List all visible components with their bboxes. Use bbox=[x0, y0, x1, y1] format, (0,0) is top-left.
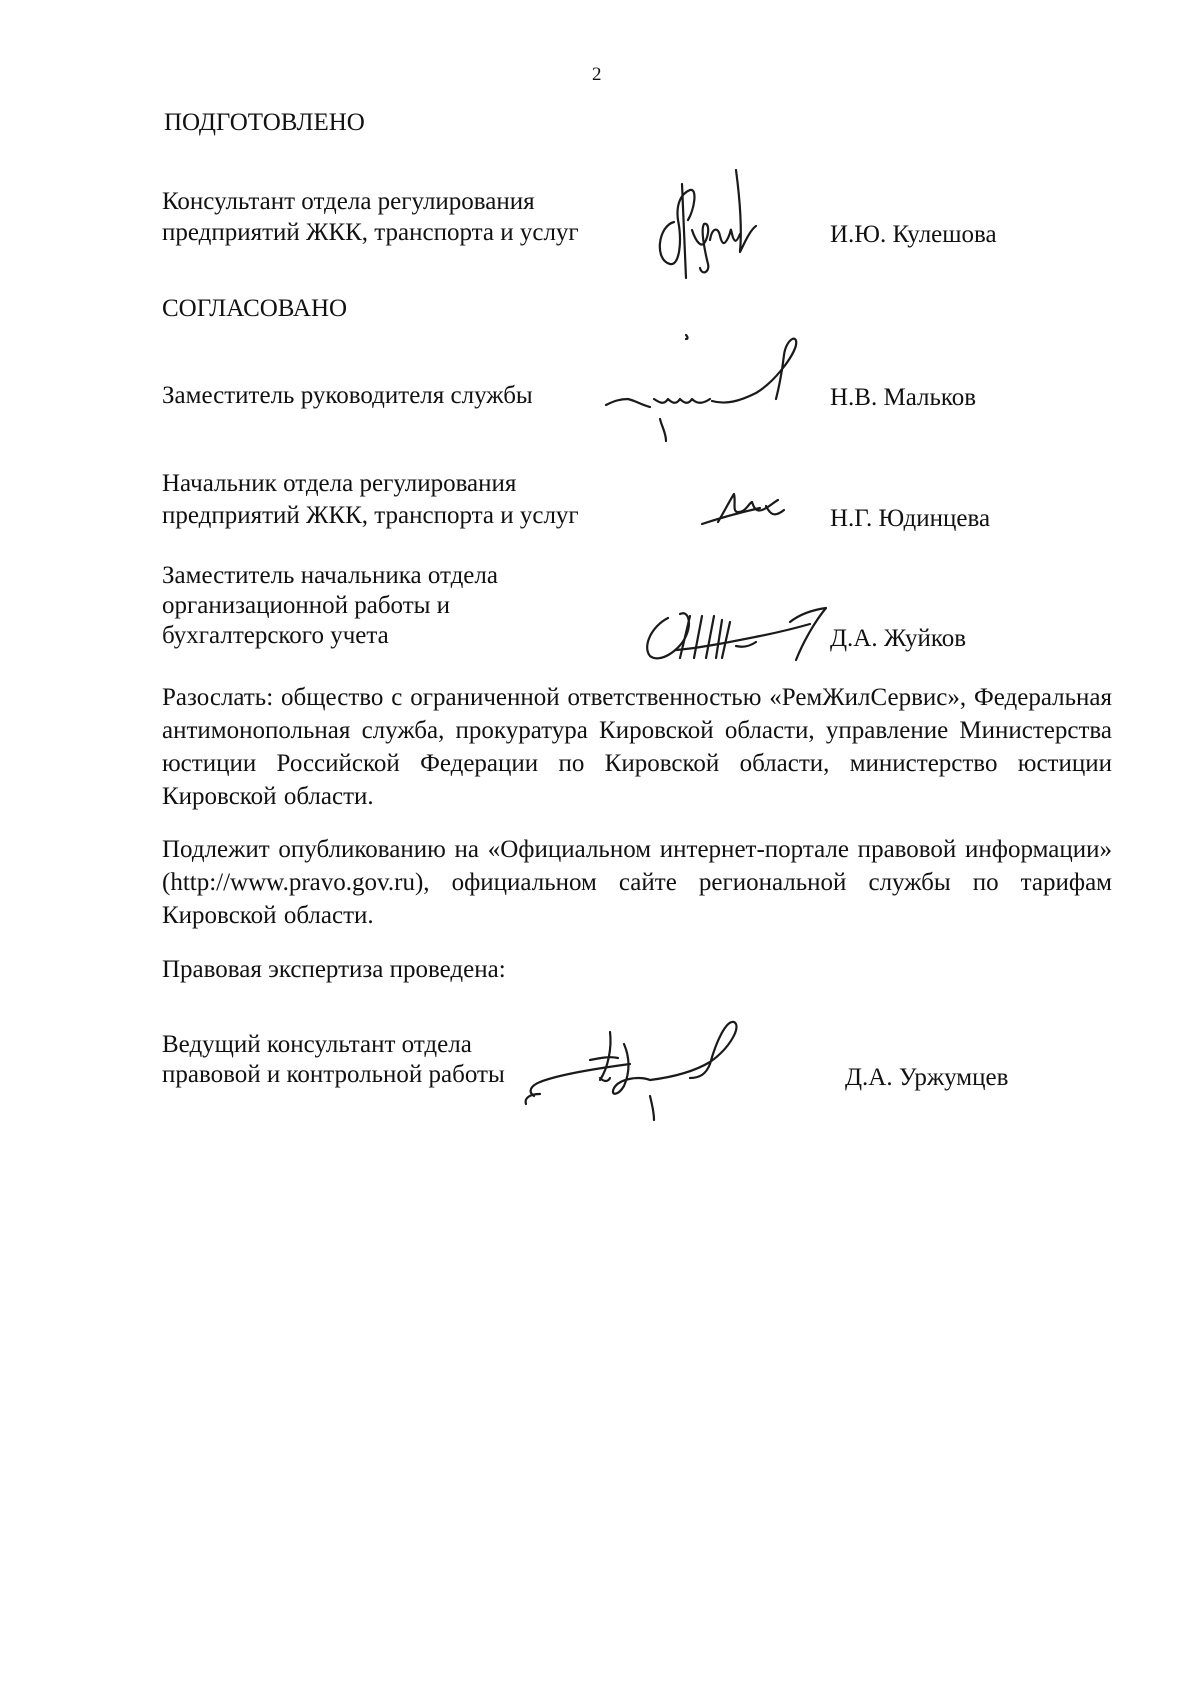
signature-zhuikov bbox=[640, 600, 840, 665]
legal-review-position-line2: правовой и контрольной работы bbox=[162, 1061, 505, 1088]
agreed-signer-2-position-line1: Начальник отдела регулирования bbox=[162, 470, 517, 497]
signature-malkov bbox=[600, 325, 820, 450]
prepared-position-line2: предприятий ЖКК, транспорта и услуг bbox=[162, 219, 579, 246]
prepared-name: И.Ю. Кулешова bbox=[830, 221, 997, 248]
agreed-heading: СОГЛАСОВАНО bbox=[162, 295, 348, 322]
signature-kuleshova bbox=[640, 160, 770, 290]
agreed-signer-2-name: Н.Г. Юдинцева bbox=[830, 505, 991, 532]
legal-review-name: Д.А. Уржумцев bbox=[845, 1064, 1009, 1091]
prepared-heading: ПОДГОТОВЛЕНО bbox=[164, 109, 365, 136]
agreed-signer-3-name: Д.А. Жуйков bbox=[830, 625, 967, 652]
agreed-signer-3-position-line3: бухгалтерского учета bbox=[162, 622, 389, 649]
publication-paragraph: Подлежит опубликованию на «Официальном интернет-портале правовой информации» (http://www.pravo.gov.ru), официальном сайте региональной службы по тарифам Кировской области. bbox=[162, 836, 1112, 929]
agreed-signer-3-position-line2: организационной работы и bbox=[162, 592, 451, 619]
signature-urzhumtsev bbox=[520, 1012, 760, 1132]
page-number: 2 bbox=[592, 64, 602, 85]
agreed-signer-1-name: Н.В. Мальков bbox=[830, 384, 977, 411]
signature-yudintseva bbox=[696, 488, 796, 533]
agreed-signer-3-position-line1: Заместитель начальника отдела bbox=[162, 562, 498, 589]
legal-review-position-line1: Ведущий консультант отдела bbox=[162, 1031, 472, 1058]
legal-review-heading: Правовая экспертиза проведена: bbox=[162, 956, 506, 983]
agreed-signer-1-position: Заместитель руководителя службы bbox=[162, 382, 533, 409]
distribution-paragraph: Разослать: общество с ограниченной ответственностью «РемЖилСервис», Федеральная антимонопольная служба, прокуратура Кировской области, управление Министерства юстиции Российской Федерации по Кировской области, министерство юстиции Кировской области. bbox=[162, 684, 1112, 810]
prepared-position-line1: Консультант отдела регулирования bbox=[162, 188, 535, 215]
agreed-signer-2-position-line2: предприятий ЖКК, транспорта и услуг bbox=[162, 502, 579, 529]
